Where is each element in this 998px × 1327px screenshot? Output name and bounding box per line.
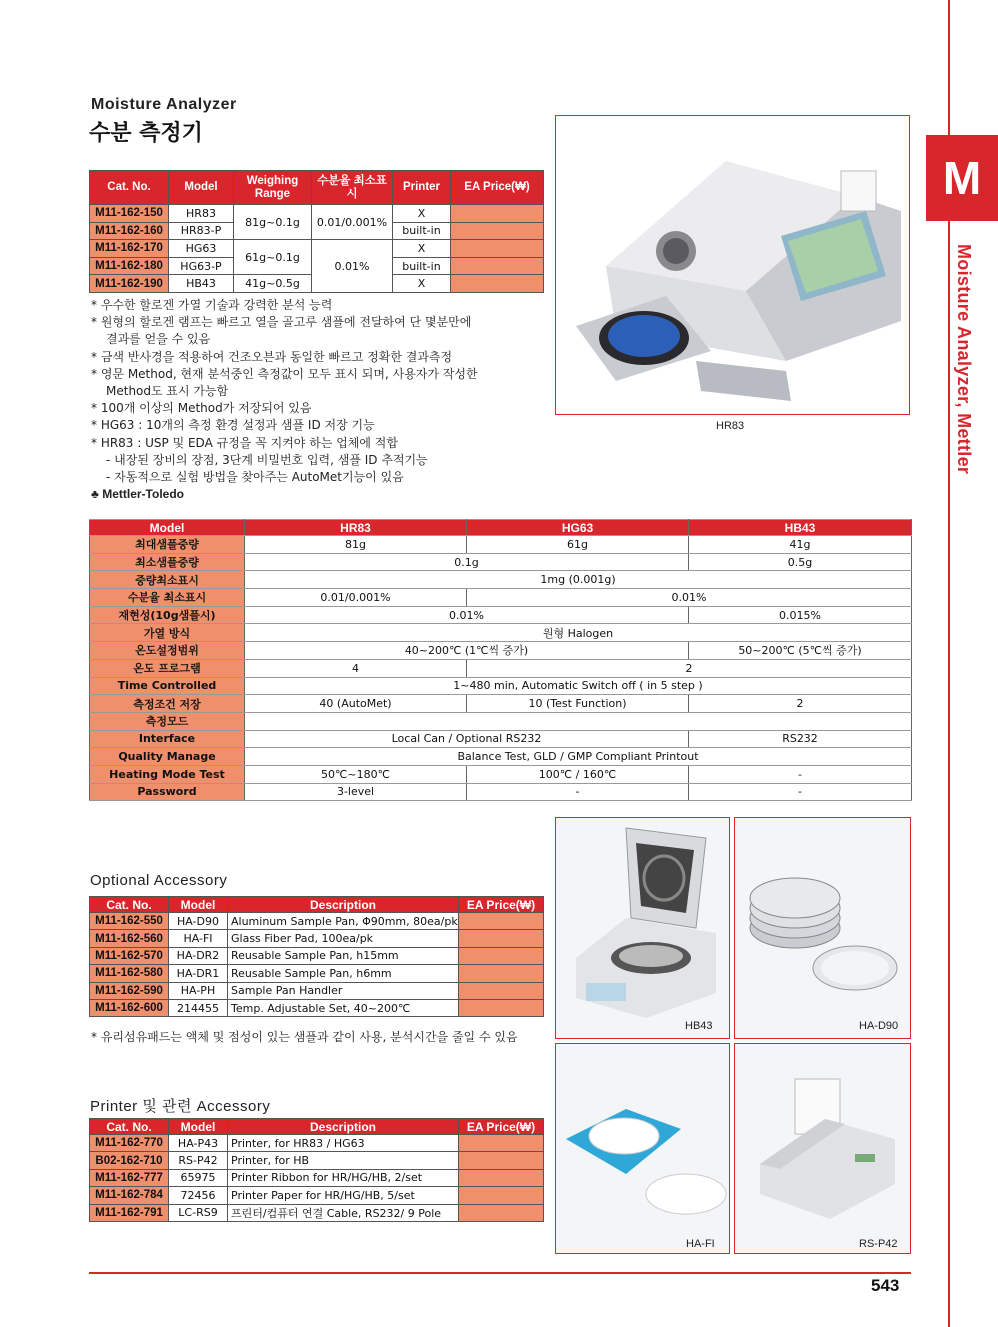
moisture-display: 0.01%: [312, 240, 393, 293]
table-row: [90, 712, 912, 730]
spec-value: 100℃ / 160℃: [467, 765, 689, 783]
printer-accessory-table: [89, 1118, 544, 1222]
feature-list: [91, 297, 478, 503]
header-model: Model: [169, 171, 234, 205]
hb43-illustration: [556, 818, 729, 1038]
table-row: [90, 642, 912, 660]
table-row: [90, 589, 912, 607]
table-row: [90, 965, 544, 982]
feature-item: - 자동적으로 실험 방법을 찾아주는 AutoMet기능이 있음: [106, 470, 404, 485]
ha-d90-caption: HA-D90: [859, 1020, 899, 1032]
feature-item: * HR83 : USP 및 EDA 규정을 꼭 지켜야 하는 업체에 적합: [91, 435, 398, 450]
price-cell: [451, 275, 544, 293]
price-cell: [451, 222, 544, 240]
spec-value: 2: [689, 695, 912, 713]
spec-label: 수분율 최소표시: [90, 589, 245, 607]
feature-item: * 우수한 할로겐 가열 기술과 강력한 분석 능력: [91, 298, 333, 312]
weighing-range: 61g~0.1g: [234, 240, 312, 275]
spec-value: [245, 712, 912, 730]
printer-accessory-title: Printer 및 관련 Accessory: [90, 1098, 271, 1115]
price-cell: [451, 240, 544, 258]
description: Glass Fiber Pad, 100ea/pk: [228, 930, 459, 947]
header-cat-no: Cat. No.: [90, 171, 169, 205]
spec-label: 측정모드: [90, 712, 245, 730]
table-row: [90, 913, 544, 930]
spec-value: 2: [467, 659, 912, 677]
spec-value: 81g: [245, 536, 467, 554]
table-row: [90, 659, 912, 677]
hr83-illustration: [556, 116, 909, 414]
spec-value: -: [689, 765, 912, 783]
spec-value: 1~480 min, Automatic Switch off ( in 5 step ): [245, 677, 912, 695]
spec-value: 0.1g: [245, 553, 689, 571]
ha-d90-illustration: [735, 818, 910, 1038]
header-moisture-display: 수분율 최소표시: [312, 171, 393, 205]
price-cell: [451, 257, 544, 275]
header-price: EA Price(₩): [451, 171, 544, 205]
model: 72456: [169, 1187, 228, 1204]
spec-value: 41g: [689, 536, 912, 554]
feature-item: * 금색 반사경을 적용하여 건조오븐과 동일한 빠르고 정확한 결과측정: [91, 349, 453, 364]
cat-no: M11-162-560: [90, 930, 169, 947]
printer: X: [393, 205, 451, 223]
description: Printer, for HR83 / HG63: [228, 1135, 459, 1152]
price-cell: [459, 913, 544, 930]
spec-value: 0.01%: [245, 606, 689, 624]
feature-item: - 내장된 장비의 장점, 3단계 비밀번호 입력, 샘플 ID 추적기능: [106, 452, 428, 467]
cat-no: M11-162-590: [90, 982, 169, 999]
hb43-caption: HB43: [685, 1020, 713, 1032]
spec-value: 3-level: [245, 783, 467, 801]
spec-label: 최소샘플중량: [90, 553, 245, 571]
weighing-range: 81g~0.1g: [234, 205, 312, 240]
section-tab: M: [926, 135, 998, 221]
price-cell: [459, 1135, 544, 1152]
cat-no: M11-162-150: [90, 205, 169, 223]
printer: X: [393, 240, 451, 258]
ha-fi-caption: HA-FI: [686, 1238, 715, 1250]
spec-value: 0.01%: [467, 589, 912, 607]
cat-no: M11-162-770: [90, 1135, 169, 1152]
model: 65975: [169, 1169, 228, 1186]
price-cell: [459, 1169, 544, 1186]
table-row: [90, 240, 544, 258]
table-row: [90, 1204, 544, 1221]
price-cell: [459, 965, 544, 982]
ha-d90-photo: [734, 817, 911, 1039]
spec-value: 1mg (0.001g): [245, 571, 912, 589]
description: Temp. Adjustable Set, 40~200℃: [228, 999, 459, 1016]
table-row: [90, 553, 912, 571]
header-price: EA Price(₩): [459, 897, 544, 913]
header-weighing-range: Weighing Range: [234, 171, 312, 205]
spec-value: 40 (AutoMet): [245, 695, 467, 713]
spec-label: 측정조건 저장: [90, 695, 245, 713]
model: RS-P42: [169, 1152, 228, 1169]
header-model: Model: [169, 1119, 228, 1135]
spec-value: Balance Test, GLD / GMP Compliant Printout: [245, 748, 912, 766]
model: HA-DR1: [169, 965, 228, 982]
feature-item: * 원형의 할로겐 램프는 빠르고 열을 골고루 샘플에 전달하여 단 몇분만에: [91, 315, 472, 330]
cat-no: M11-162-190: [90, 275, 169, 293]
printer: X: [393, 275, 451, 293]
optional-accessory-title: Optional Accessory: [90, 872, 228, 889]
cat-no: M11-162-550: [90, 913, 169, 930]
title-english: Moisture Analyzer: [91, 96, 237, 113]
spec-value: 원형 Halogen: [245, 624, 912, 642]
spec-header-model: Model: [90, 520, 245, 536]
model: HA-D90: [169, 913, 228, 930]
feature-item: * 영문 Method, 현재 분석중인 측정값이 모두 표시 되며, 사용자가 작성한: [91, 366, 478, 381]
header-model: Model: [169, 897, 228, 913]
table-row: [90, 930, 544, 947]
spec-label: 최대샘플중량: [90, 536, 245, 554]
spec-value: Local Can / Optional RS232: [245, 730, 689, 748]
price-cell: [459, 1187, 544, 1204]
model: HG63-P: [169, 257, 234, 275]
cat-no: M11-162-600: [90, 999, 169, 1016]
table-row: [90, 536, 912, 554]
model: HA-FI: [169, 930, 228, 947]
price-cell: [459, 930, 544, 947]
table-row: [90, 1187, 544, 1204]
table-row: [90, 748, 912, 766]
table-row: [90, 677, 912, 695]
table-row: [90, 205, 544, 223]
table-row: [90, 1152, 544, 1169]
spec-label: 재현성(10g샘플시): [90, 606, 245, 624]
table-row: [90, 783, 912, 801]
spec-label: Password: [90, 783, 245, 801]
spec-header-hg63: HG63: [467, 520, 689, 536]
description: Printer Ribbon for HR/HG/HB, 2/set: [228, 1169, 459, 1186]
rs-p42-caption: RS-P42: [859, 1238, 898, 1250]
hb43-photo: [555, 817, 730, 1039]
description: Sample Pan Handler: [228, 982, 459, 999]
spec-value: 0.5g: [689, 553, 912, 571]
spec-label: Interface: [90, 730, 245, 748]
header-description: Description: [228, 897, 459, 913]
header-description: Description: [228, 1119, 459, 1135]
weighing-range: 41g~0.5g: [234, 275, 312, 293]
spec-header-hb43: HB43: [689, 520, 912, 536]
spec-value: 10 (Test Function): [467, 695, 689, 713]
cat-no: M11-162-170: [90, 240, 169, 258]
cat-no: M11-162-784: [90, 1187, 169, 1204]
description: Printer, for HB: [228, 1152, 459, 1169]
cat-no: M11-162-180: [90, 257, 169, 275]
model: HA-DR2: [169, 947, 228, 964]
spec-value: -: [467, 783, 689, 801]
cat-no: M11-162-777: [90, 1169, 169, 1186]
cat-no: M11-162-791: [90, 1204, 169, 1221]
table-row: [90, 606, 912, 624]
spec-label: 온도설정범위: [90, 642, 245, 660]
spec-value: 4: [245, 659, 467, 677]
spec-value: 0.015%: [689, 606, 912, 624]
model: HR83-P: [169, 222, 234, 240]
spec-table: [89, 519, 912, 801]
title-korean: 수분 측정기: [89, 121, 203, 146]
printer: built-in: [393, 257, 451, 275]
table-row: [90, 1169, 544, 1186]
cat-no: B02-162-710: [90, 1152, 169, 1169]
footer-line: [89, 1272, 911, 1274]
optional-note: * 유리섬유패드는 액체 및 점성이 있는 샘플과 같이 사용, 분석시간을 줄일 수 있음: [91, 1030, 518, 1044]
spec-label: Time Controlled: [90, 677, 245, 695]
table-row: [90, 571, 912, 589]
spec-value: 0.01/0.001%: [245, 589, 467, 607]
description: Reusable Sample Pan, h15mm: [228, 947, 459, 964]
table-row: [90, 947, 544, 964]
ha-fi-photo: [555, 1043, 730, 1254]
table-row: [90, 982, 544, 999]
model: HR83: [169, 205, 234, 223]
spec-value: -: [689, 783, 912, 801]
description: Aluminum Sample Pan, Φ90mm, 80ea/pk: [228, 913, 459, 930]
model: 214455: [169, 999, 228, 1016]
spec-label: 온도 프로그램: [90, 659, 245, 677]
spec-label: 중량최소표시: [90, 571, 245, 589]
table-row: [90, 624, 912, 642]
hr83-caption: HR83: [716, 420, 745, 432]
price-cell: [459, 982, 544, 999]
description: Reusable Sample Pan, h6mm: [228, 965, 459, 982]
header-price: EA Price(₩): [459, 1119, 544, 1135]
header-cat-no: Cat. No.: [90, 897, 169, 913]
optional-accessory-table: [89, 896, 544, 1017]
cat-no: M11-162-160: [90, 222, 169, 240]
cat-no: M11-162-570: [90, 947, 169, 964]
spec-value: 50~200℃ (5℃씩 증가): [689, 642, 912, 660]
ha-fi-illustration: [556, 1044, 729, 1253]
spec-value: 61g: [467, 536, 689, 554]
rs-p42-illustration: [735, 1044, 910, 1253]
header-cat-no: Cat. No.: [90, 1119, 169, 1135]
moisture-display: 0.01/0.001%: [312, 205, 393, 240]
table-row: [90, 1135, 544, 1152]
model: LC-RS9: [169, 1204, 228, 1221]
price-cell: [459, 1152, 544, 1169]
cat-no: M11-162-580: [90, 965, 169, 982]
feature-item: * HG63 : 10개의 측정 환경 설정과 샘플 ID 저장 기능: [91, 418, 375, 433]
printer: built-in: [393, 222, 451, 240]
model: HB43: [169, 275, 234, 293]
feature-item: * 100개 이상의 Method가 저장되어 있음: [91, 401, 312, 416]
spec-value: 50℃~180℃: [245, 765, 467, 783]
price-cell: [459, 999, 544, 1016]
price-cell: [459, 1204, 544, 1221]
spec-value: 40~200℃ (1℃씩 증가): [245, 642, 689, 660]
spec-label: 가열 방식: [90, 624, 245, 642]
spec-value: RS232: [689, 730, 912, 748]
price-cell: [459, 947, 544, 964]
brand-name: ♣ Mettler-Toledo: [91, 487, 184, 502]
model: HA-PH: [169, 982, 228, 999]
table-row: [90, 999, 544, 1016]
product-table: [89, 170, 544, 293]
hr83-photo: [555, 115, 910, 415]
feature-item: Method도 표시 가능함: [106, 384, 229, 399]
table-row: [90, 765, 912, 783]
feature-item: 결과를 얻을 수 있음: [106, 332, 211, 347]
description: Printer Paper for HR/HG/HB, 5/set: [228, 1187, 459, 1204]
header-printer: Printer: [393, 171, 451, 205]
price-cell: [451, 205, 544, 223]
description: 프린터/컴퓨터 연결 Cable, RS232/ 9 Pole: [228, 1204, 459, 1221]
spec-label: Quality Manage: [90, 748, 245, 766]
spec-label: Heating Mode Test: [90, 765, 245, 783]
rs-p42-photo: [734, 1043, 911, 1254]
spec-header-hr83: HR83: [245, 520, 467, 536]
model: HG63: [169, 240, 234, 258]
side-vertical-title: Moisture Analyzer, Mettler: [954, 244, 974, 475]
page-number: 543: [871, 1276, 900, 1295]
table-row: [90, 695, 912, 713]
model: HA-P43: [169, 1135, 228, 1152]
table-row: [90, 730, 912, 748]
